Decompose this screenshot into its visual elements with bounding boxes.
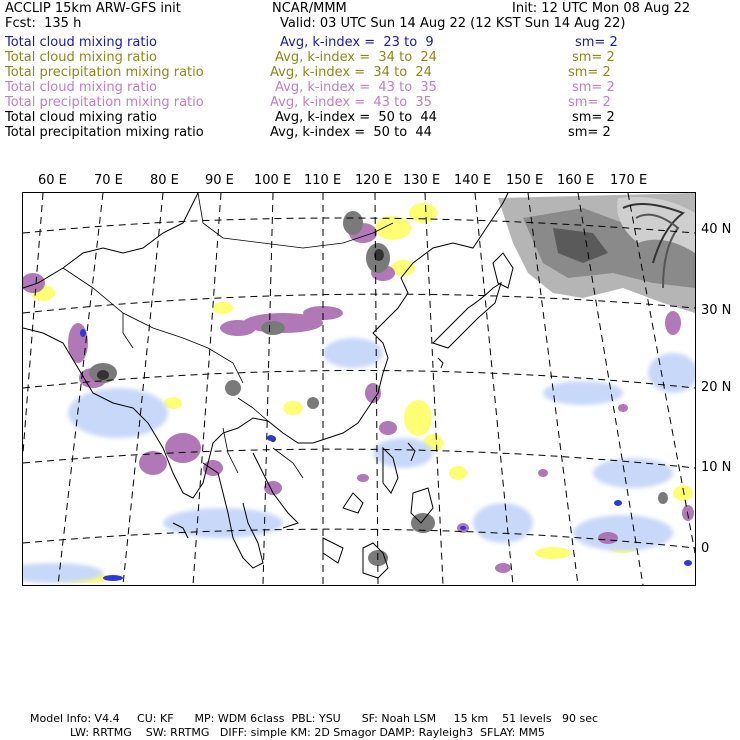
- legend-field-4: Total precipitation mixing ratio: [5, 95, 204, 110]
- legend-range-1: Avg, k-index = 34 to 24: [275, 50, 437, 65]
- legend-sm-2: sm= 2: [568, 65, 611, 80]
- legend-field-2: Total precipitation mixing ratio: [5, 65, 204, 80]
- legend-field-5: Total cloud mixing ratio: [5, 110, 158, 125]
- legend-field-6: Total precipitation mixing ratio: [5, 125, 204, 140]
- lon-label-160: 160 E: [557, 173, 595, 188]
- map-graphics: [23, 193, 695, 585]
- legend-range-3: Avg, k-index = 43 to 35: [275, 80, 437, 95]
- model-info-line2: LW: RRTMG SW: RRTMG DIFF: simple KM: 2D Smagor DAMP: Rayleigh3 SFLAY: MM5: [70, 726, 545, 739]
- legend-field-0: Total cloud mixing ratio: [5, 35, 158, 50]
- valid-time: Valid: 03 UTC Sun 14 Aug 22 (12 KST Sun 14 Aug 22): [280, 16, 626, 31]
- map-panel: [22, 192, 696, 586]
- legend-range-0: Avg, k-index = 23 to 9: [280, 35, 434, 50]
- title: ACCLIP 15km ARW-GFS init: [5, 1, 181, 16]
- lon-label-90: 90 E: [205, 173, 234, 188]
- legend-field-1: Total cloud mixing ratio: [5, 50, 158, 65]
- lon-label-110: 110 E: [304, 173, 342, 188]
- blue-cloud: [23, 338, 695, 583]
- init-time: Init: 12 UTC Mon 08 Aug 22: [512, 1, 691, 16]
- legend-sm-0: sm= 2: [575, 35, 618, 50]
- model-info-line1: Model Info: V4.4 CU: KF MP: WDM 6class PBL: YSU SF: Noah LSM 15 km 51 levels 90 sec: [30, 712, 599, 725]
- gray-cloud-field: [498, 193, 695, 313]
- lon-label-60: 60 E: [38, 173, 67, 188]
- legend-sm-5: sm= 2: [572, 110, 615, 125]
- lon-label-170: 170 E: [610, 173, 648, 188]
- legend-range-5: Avg, k-index = 50 to 44: [275, 110, 437, 125]
- legend-sm-1: sm= 2: [572, 50, 615, 65]
- lon-label-70: 70 E: [94, 173, 123, 188]
- legend-sm-3: sm= 2: [572, 80, 615, 95]
- legend-sm-6: sm= 2: [568, 125, 611, 140]
- legend-field-3: Total cloud mixing ratio: [5, 80, 158, 95]
- lon-label-120: 120 E: [355, 173, 393, 188]
- lat-label-40: 40 N: [701, 222, 732, 237]
- lat-label-30: 30 N: [701, 303, 732, 318]
- lon-label-130: 130 E: [403, 173, 441, 188]
- legend-sm-4: sm= 2: [568, 95, 611, 110]
- forecast-hour: Fcst: 135 h: [5, 16, 82, 31]
- lat-label-10: 10 N: [701, 460, 732, 475]
- lon-label-80: 80 E: [150, 173, 179, 188]
- lon-label-140: 140 E: [454, 173, 492, 188]
- lat-label-20: 20 N: [701, 380, 732, 395]
- org-label: NCAR/MMM: [272, 1, 347, 16]
- lon-label-100: 100 E: [254, 173, 292, 188]
- legend-range-4: Avg, k-index = 43 to 35: [270, 95, 432, 110]
- lat-label-0: 0: [701, 541, 710, 556]
- lon-label-150: 150 E: [506, 173, 544, 188]
- legend-range-6: Avg, k-index = 50 to 44: [270, 125, 432, 140]
- legend-range-2: Avg, k-index = 34 to 24: [270, 65, 432, 80]
